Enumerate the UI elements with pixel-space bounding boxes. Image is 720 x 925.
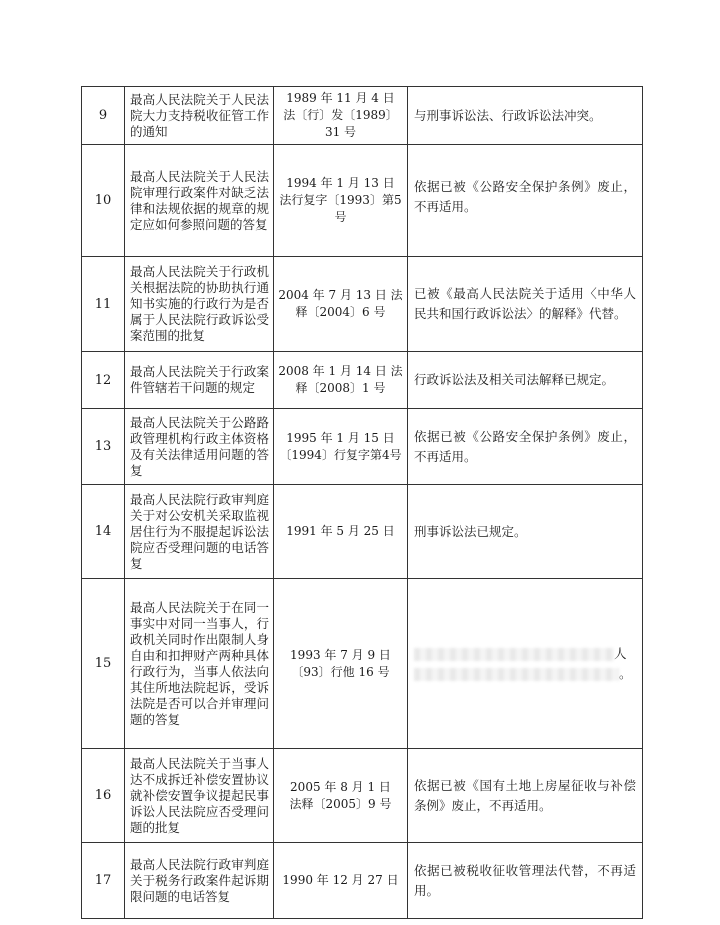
table-row	[82, 352, 643, 409]
abolish-reason: 依据已被《国有土地上房屋征收与补偿条例》废止，不再适用。	[414, 777, 636, 813]
document-title: 最高人民法院行政审判庭关于对公安机关采取监视居住行为不服提起诉讼法院应否受理问题的电话答复	[130, 491, 269, 571]
row-number: 12	[82, 352, 125, 409]
issue-date: 2005 年 8 月 1 日	[290, 779, 391, 794]
reason-tail: 人	[614, 645, 627, 661]
document-title: 最高人民法院关于行政案件管辖若干问题的规定	[130, 364, 269, 395]
document-title: 最高人民法院关于行政机关根据法院的协助执行通知书实施的行政行为是否属于人民法院行政诉讼受案范围的批复	[130, 264, 269, 343]
abolish-reason: 依据已被税收征收管理法代替，不再适用。	[414, 862, 636, 898]
document-number: 法行复字〔1993〕第5号	[279, 193, 402, 224]
row-number: 13	[82, 409, 125, 485]
table-row	[82, 257, 643, 352]
document-title: 最高人民法院关于在同一事实中对同一当事人，行政机关同时作出限制人身自由和扣押财产两种具体行政行为，当事人依法向其住所地法院起诉，受诉法院是否可以合并审理问题的答复	[130, 599, 269, 727]
abolish-reason: 已被《最高人民法院关于适用〈中华人民共和国行政诉讼法〉的解释》代替。	[414, 286, 636, 321]
document-number: 法〔行〕发〔1989〕31 号	[283, 108, 398, 139]
issue-date: 2008 年 1 月 14 日 法	[278, 364, 403, 378]
document-number: 释〔2004〕6 号	[295, 305, 386, 319]
document-number: 〔93〕行他 16 号	[291, 664, 390, 679]
issue-date: 1993 年 7 月 9 日	[290, 647, 391, 662]
row-number: 16	[82, 749, 125, 843]
abolish-reason: 依据已被《公路安全保护条例》废止，不再适用。	[414, 428, 636, 464]
table-row	[82, 749, 643, 843]
table-row	[82, 485, 643, 579]
abolish-reason-redacted	[408, 642, 642, 686]
row-number: 17	[82, 843, 125, 919]
row-number: 9	[82, 87, 125, 145]
issue-date: 1991 年 5 月 25 日	[286, 524, 395, 538]
issue-date: 1990 年 12 月 27 日	[282, 873, 399, 887]
reason-tail: 。	[619, 665, 632, 681]
abolish-reason: 与刑事诉讼法、行政诉讼法冲突。	[414, 107, 602, 123]
row-number: 11	[82, 257, 125, 352]
table-row	[82, 843, 643, 919]
document-title: 最高人民法院关于当事人达不成拆迁补偿安置协议就补偿安置争议提起民事诉讼人民法院应否受理问题的批复	[130, 755, 269, 835]
document-title: 最高人民法院行政审判庭关于税务行政案件起诉期限问题的电话答复	[130, 856, 269, 904]
row-number: 15	[82, 579, 125, 749]
redacted-text	[414, 668, 619, 681]
document-title: 最高人民法院关于人民法院大力支持税收征管工作的通知	[130, 91, 269, 139]
document-number: 释〔2008〕1 号	[295, 381, 386, 395]
table-row	[82, 409, 643, 485]
document-title: 最高人民法院关于人民法院审理行政案件对缺乏法律和法规依据的规章的规定应如何参照问题的答复	[130, 168, 269, 232]
abolish-reason: 刑事诉讼法已规定。	[414, 523, 527, 539]
document-number: 法释〔2005〕9 号	[289, 796, 392, 811]
issue-date: 2004 年 7 月 13 日 法	[278, 288, 403, 302]
document-number: 〔1994〕行复字第4号	[279, 447, 402, 462]
redacted-text	[414, 648, 614, 661]
table-row	[82, 579, 643, 749]
table-row	[82, 145, 643, 257]
row-number: 10	[82, 145, 125, 257]
issue-date: 1989 年 11 月 4 日	[286, 91, 395, 105]
abolished-interpretations-table	[81, 86, 643, 919]
table-row	[82, 87, 643, 145]
row-number: 14	[82, 485, 125, 579]
issue-date: 1994 年 1 月 13 日	[286, 176, 395, 190]
issue-date: 1995 年 1 月 15 日	[286, 430, 395, 445]
document-title: 最高人民法院关于公路路政管理机构行政主体资格及有关法律适用问题的答复	[130, 414, 269, 478]
abolish-reason: 依据已被《公路安全保护条例》废止，不再适用。	[414, 179, 636, 214]
abolish-reason: 行政诉讼法及相关司法解释已规定。	[414, 372, 615, 387]
